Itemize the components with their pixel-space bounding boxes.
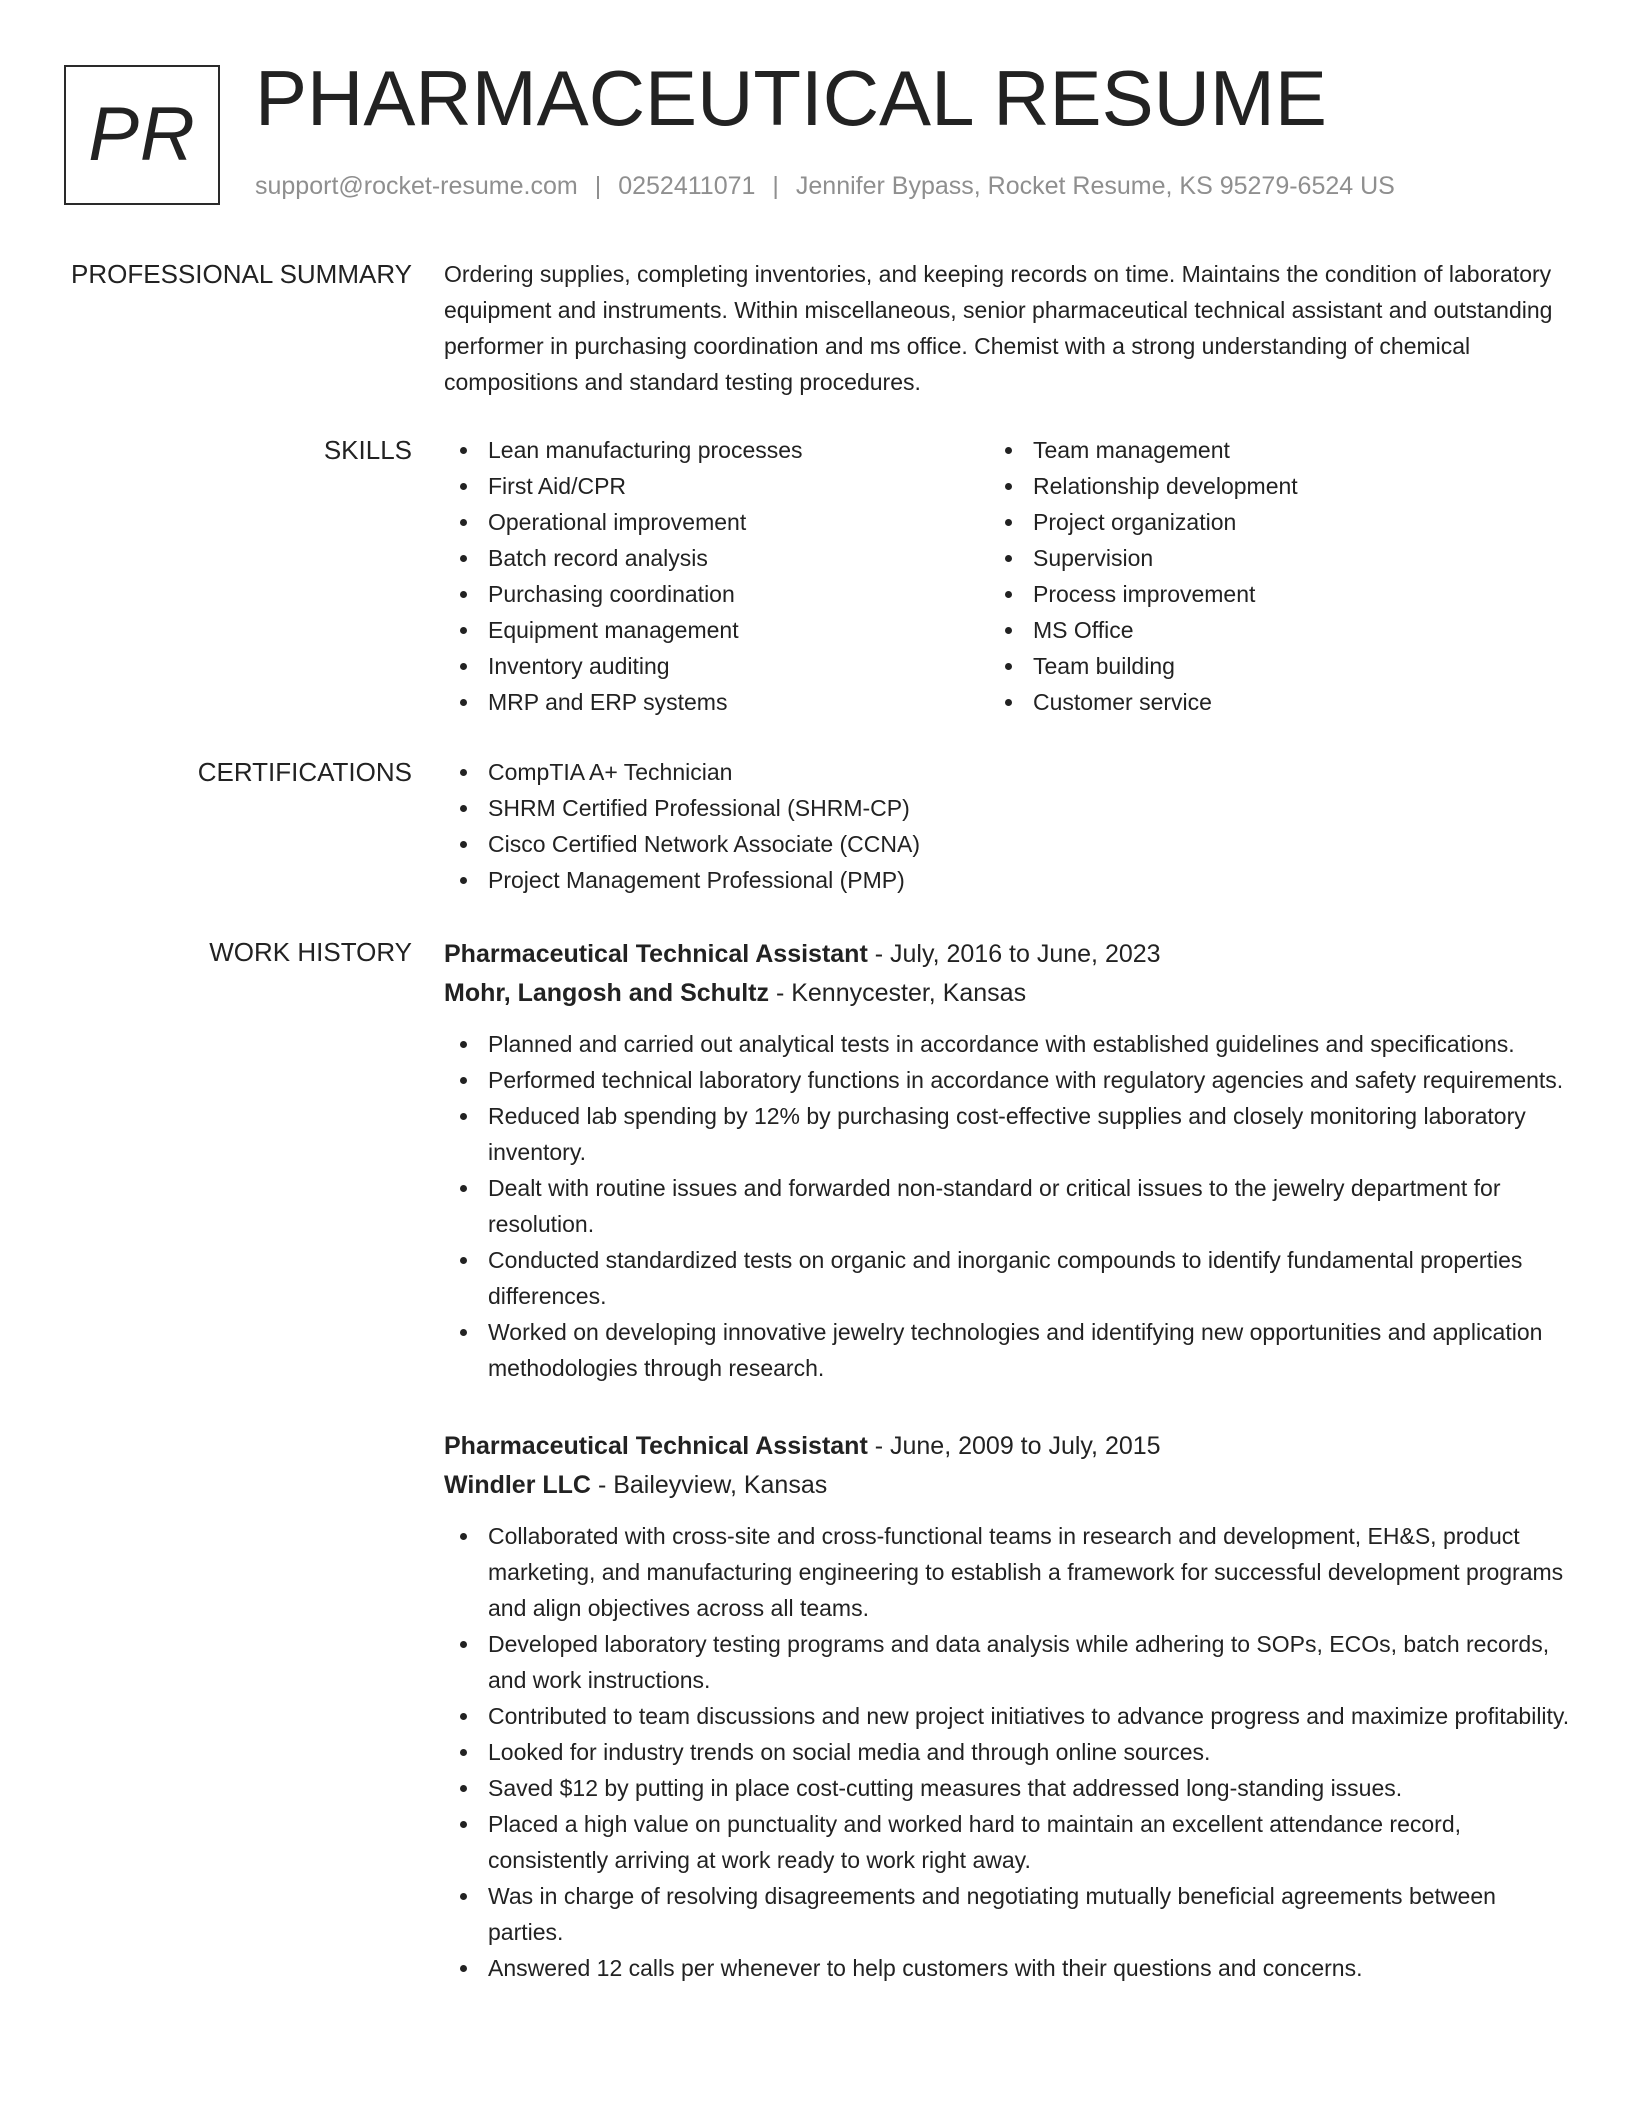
job-bullets <box>444 1026 1574 1386</box>
skill-item: Process improvement <box>989 576 1534 612</box>
contact-line <box>255 172 1395 201</box>
job-bullet: Dealt with routine issues and forwarded non-standard or critical issues to the jewelry department for resolution. <box>444 1170 1574 1242</box>
skill-item: Lean manufacturing processes <box>444 432 989 468</box>
monogram-initials: PR <box>88 92 196 177</box>
job-bullet: Placed a high value on punctuality and worked hard to maintain an excellent attendance record, consistently arriving at work ready to work right away. <box>444 1806 1574 1878</box>
certification-item: CompTIA A+ Technician <box>444 754 1574 790</box>
job-bullet: Looked for industry trends on social media and through online sources. <box>444 1734 1574 1770</box>
job-location: - Kennycester, Kansas <box>769 979 1027 1007</box>
section-label-skills: SKILLS <box>323 435 412 465</box>
job-title: Pharmaceutical Technical Assistant <box>444 1432 868 1460</box>
certification-item: SHRM Certified Professional (SHRM-CP) <box>444 790 1574 826</box>
skill-item: MRP and ERP systems <box>444 684 989 720</box>
skill-item: Inventory auditing <box>444 648 989 684</box>
job-bullet: Performed technical laboratory functions in accordance with regulatory agencies and safety requirements. <box>444 1062 1574 1098</box>
job-title-line <box>444 1426 1574 1466</box>
job-bullet: Reduced lab spending by 12% by purchasing cost-effective supplies and closely monitoring laboratory inventory. <box>444 1098 1574 1170</box>
contact-address: Jennifer Bypass, Rocket Resume, KS 95279-6524 US <box>795 172 1395 200</box>
skill-item: Equipment management <box>444 612 989 648</box>
skill-item: First Aid/CPR <box>444 468 989 504</box>
section-label-certifications: CERTIFICATIONS <box>197 757 412 787</box>
skill-item: Operational improvement <box>444 504 989 540</box>
skill-item: Customer service <box>989 684 1534 720</box>
skill-item: Supervision <box>989 540 1534 576</box>
skills-list-left <box>444 432 989 720</box>
job-title-line <box>444 934 1574 974</box>
job-location: - Baileyview, Kansas <box>591 1471 828 1499</box>
summary-text: Ordering supplies, completing inventories, and keeping records on time. Maintains the condition of laboratory equipment and instruments. Within miscellaneous, senior pharmaceutical technical assistant and outstanding performer in purchasing coordination and ms office. Chemist with a strong understanding of chemical compositions and standard testing procedures. <box>444 261 1553 395</box>
resume-title: PHARMACEUTICAL RESUME <box>255 54 1327 142</box>
certifications-list <box>444 754 1574 898</box>
job-bullet: Planned and carried out analytical tests in accordance with established guidelines and specifications. <box>444 1026 1574 1062</box>
skill-item: Team building <box>989 648 1534 684</box>
certification-item: Cisco Certified Network Associate (CCNA) <box>444 826 1574 862</box>
skill-item: MS Office <box>989 612 1534 648</box>
job-dates: - July, 2016 to June, 2023 <box>867 940 1161 968</box>
job-bullet: Worked on developing innovative jewelry technologies and identifying new opportunities and application methodologies through research. <box>444 1314 1574 1386</box>
job-entry <box>444 934 1574 1386</box>
job-company: Mohr, Langosh and Schultz <box>444 979 769 1007</box>
section-label-work-history: WORK HISTORY <box>209 937 412 967</box>
job-company-line <box>444 1466 1574 1504</box>
job-bullet: Developed laboratory testing programs and data analysis while adhering to SOPs, ECOs, batch records, and work instructions. <box>444 1626 1574 1698</box>
section-label-summary: PROFESSIONAL SUMMARY <box>71 259 412 289</box>
job-bullets <box>444 1518 1574 1986</box>
skills-list-right <box>989 432 1534 720</box>
job-bullet: Was in charge of resolving disagreements and negotiating mutually beneficial agreements between parties. <box>444 1878 1574 1950</box>
skill-item: Purchasing coordination <box>444 576 989 612</box>
skill-item: Batch record analysis <box>444 540 989 576</box>
skill-item: Project organization <box>989 504 1534 540</box>
job-bullet: Collaborated with cross-site and cross-functional teams in research and development, EH&S, product marketing, and manufacturing engineering to establish a framework for successful development programs and align objectives across all teams. <box>444 1518 1574 1626</box>
certification-item: Project Management Professional (PMP) <box>444 862 1574 898</box>
job-dates: - June, 2009 to July, 2015 <box>867 1432 1161 1460</box>
contact-email[interactable]: support@rocket-resume.com <box>255 172 578 200</box>
job-company: Windler LLC <box>444 1471 591 1499</box>
job-bullet: Answered 12 calls per whenever to help customers with their questions and concerns. <box>444 1950 1574 1986</box>
job-bullet: Contributed to team discussions and new project initiatives to advance progress and maximize profitability. <box>444 1698 1574 1734</box>
job-bullet: Saved $12 by putting in place cost-cutting measures that addressed long-standing issues. <box>444 1770 1574 1806</box>
monogram-badge <box>64 65 220 205</box>
job-title: Pharmaceutical Technical Assistant <box>444 940 868 968</box>
skill-item: Relationship development <box>989 468 1534 504</box>
job-company-line <box>444 974 1574 1012</box>
job-bullet: Conducted standardized tests on organic and inorganic compounds to identify fundamental properties differences. <box>444 1242 1574 1314</box>
contact-separator: | <box>772 172 779 200</box>
skills-grid <box>444 432 1574 720</box>
contact-phone[interactable]: 0252411071 <box>618 172 756 200</box>
skill-item: Team management <box>989 432 1534 468</box>
work-history-entries <box>444 934 1574 1986</box>
contact-separator: | <box>594 172 602 200</box>
job-entry <box>444 1426 1574 1986</box>
